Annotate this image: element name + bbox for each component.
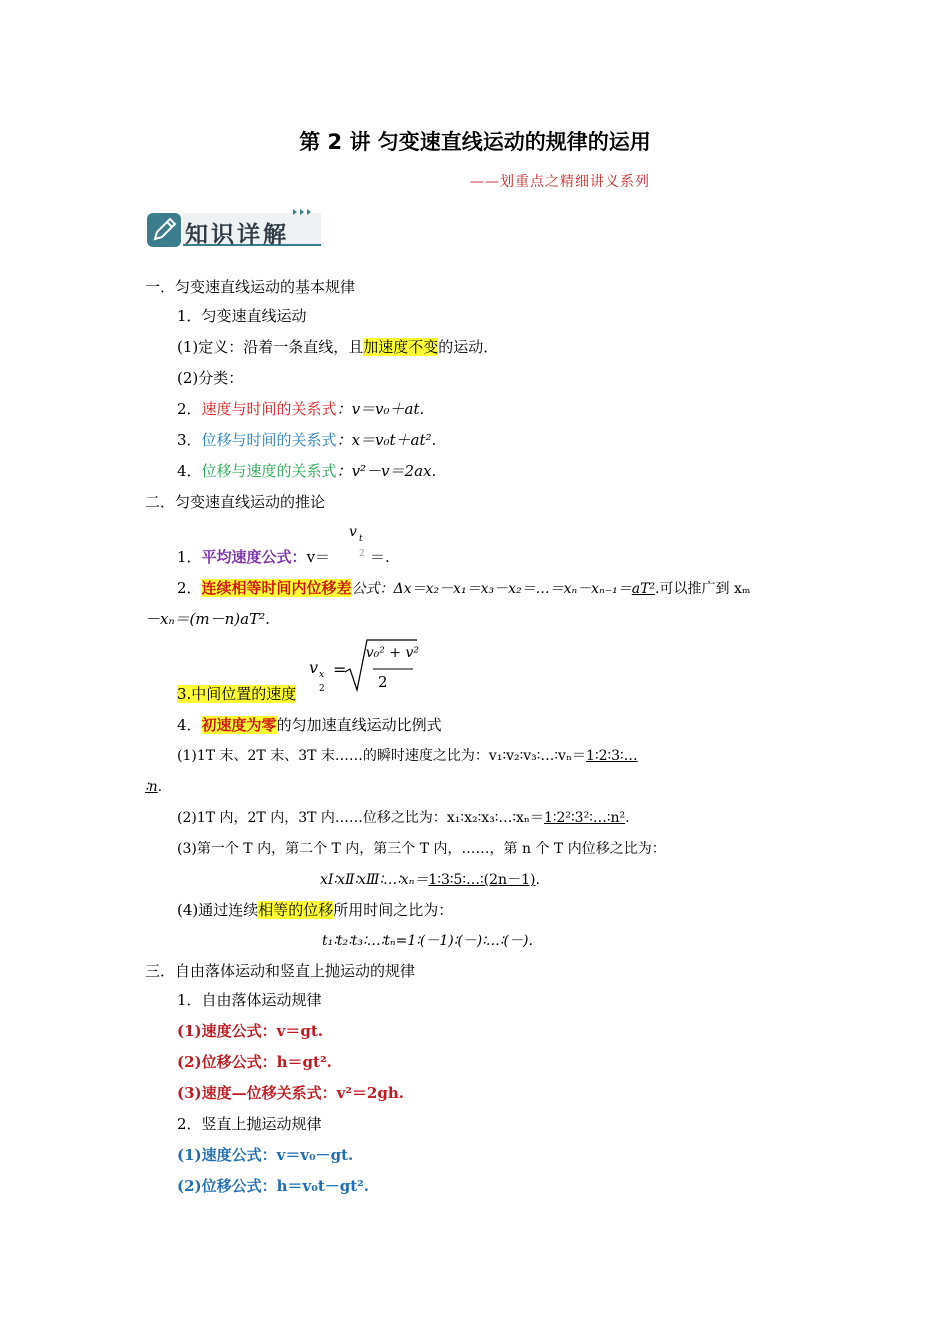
s1-definition bbox=[177, 337, 498, 357]
rule-highlight: 初速度为零 bbox=[201, 716, 277, 734]
definition-text: (1)定义：沿着一条直线，且 bbox=[177, 338, 364, 356]
rule-label: 的匀加速直线运动比例式 bbox=[276, 716, 442, 734]
ratio-1 bbox=[177, 746, 638, 766]
rule-formula-underlined: aT² bbox=[631, 581, 656, 597]
rule-label: 连续相等时间内位移差 bbox=[201, 579, 352, 597]
free-fall-displacement: (2)位移公式：h＝gt². bbox=[177, 1053, 332, 1071]
avg-fraction-v: v bbox=[349, 524, 357, 540]
rule-formula-tail: .可以推广到 xₘ bbox=[655, 581, 751, 597]
ratio-dot: . bbox=[535, 872, 540, 888]
ratio-text-end: 所用时间之比为： bbox=[333, 901, 454, 919]
rule-formula: ：v²－v＝2ax. bbox=[336, 462, 437, 480]
section-3-heading: 三．自由落体运动和竖直上抛运动的规律 bbox=[145, 962, 416, 980]
s1-rule-displacement bbox=[177, 430, 436, 450]
rule-formula: ：x＝v₀t＋at². bbox=[336, 431, 437, 449]
ratio-1-line2 bbox=[145, 777, 162, 797]
ratio-3: (3)第一个 T 内，第二个 T 内，第三个 T 内，……，第 n 个 T 内位移之比为： bbox=[177, 841, 666, 857]
s2-ratio-heading bbox=[177, 715, 442, 735]
section-2-heading: 二．匀变速直线运动的推论 bbox=[145, 493, 326, 511]
rule-label: 位移与速度的关系式 bbox=[201, 462, 337, 480]
s1-item-1: 1．匀变速直线运动 bbox=[177, 307, 307, 325]
avg-fraction-sub: t bbox=[359, 534, 363, 544]
mid-equals: = bbox=[333, 660, 347, 679]
vertical-throw-heading: 2．竖直上抛运动规律 bbox=[177, 1115, 322, 1133]
rule-label: 位移与时间的关系式 bbox=[201, 431, 337, 449]
avg-formula-end: ＝. bbox=[370, 548, 390, 566]
rule-number: 4． bbox=[177, 462, 202, 480]
ratio-text: (2)1T 内，2T 内，3T 内……位移之比为：x₁∶x₂∶x₃∶…∶xₙ＝ bbox=[177, 810, 544, 826]
rule-label: 速度与时间的关系式 bbox=[201, 400, 337, 418]
ratio-underlined: ∶n bbox=[145, 779, 158, 795]
rule-formula: ：v＝v₀＋at. bbox=[336, 400, 425, 418]
ratio-underlined: 1∶2²∶3²∶…∶n² bbox=[543, 810, 626, 826]
s1-classification: (2)分类： bbox=[177, 369, 244, 387]
page-title: 第 2 讲 匀变速直线运动的规律的运用 bbox=[299, 130, 651, 154]
mid-denominator: 2 bbox=[378, 673, 388, 691]
ratio-2 bbox=[177, 808, 630, 828]
rule-number: 2． bbox=[177, 579, 202, 597]
vertical-throw-velocity: (1)速度公式：v＝v₀－gt. bbox=[177, 1146, 354, 1164]
section-1-heading: 一．匀变速直线运动的基本规律 bbox=[145, 278, 356, 296]
s1-rule-velocity bbox=[177, 399, 424, 419]
rule-label: 平均速度公式： bbox=[201, 548, 307, 566]
rule-number: 3． bbox=[177, 431, 202, 449]
definition-highlight: 加速度不变 bbox=[363, 338, 439, 356]
ratio-4-formula: t₁∶t₂∶t₃∶…∶tₙ=1∶(－1)∶(－)∶…∶(－). bbox=[322, 933, 533, 949]
mid-sub-2: 2 bbox=[319, 684, 325, 694]
mid-v: v bbox=[309, 658, 319, 677]
rule-label: 3.中间位置的速度 bbox=[177, 685, 297, 703]
ratio-underlined: 1∶3∶5∶…∶(2n－1) bbox=[428, 872, 536, 888]
mid-numerator: v₀² + v² bbox=[365, 645, 419, 661]
ratio-dot: . bbox=[157, 779, 163, 795]
rule-formula: v＝ bbox=[306, 548, 331, 566]
ratio-highlight: 相等的位移 bbox=[258, 901, 334, 919]
rule-number: 2． bbox=[177, 400, 202, 418]
vertical-throw-displacement: (2)位移公式：h＝v₀t－gt². bbox=[177, 1177, 369, 1195]
s2-displacement-difference bbox=[177, 578, 750, 599]
s2-mid-position-velocity bbox=[177, 684, 296, 704]
badge-label: 知识详解 bbox=[185, 222, 289, 248]
s2-average-velocity bbox=[177, 547, 330, 567]
ratio-text: (1)1T 末、2T 末、3T 末……的瞬时速度之比为：v₁∶v₂∶v₃∶…∶vₙ＝ bbox=[177, 748, 587, 764]
avg-fraction-den: 2 bbox=[359, 549, 365, 559]
free-fall-velocity-displacement: (3)速度—位移关系式：v²＝2gh. bbox=[177, 1084, 404, 1102]
ratio-3-formula bbox=[320, 870, 540, 890]
rule-number: 4． bbox=[177, 716, 202, 734]
page-subtitle: ——划重点之精细讲义系列 bbox=[470, 174, 650, 190]
rule-number: 1． bbox=[177, 548, 202, 566]
ratio-dot: . bbox=[625, 810, 630, 826]
s1-rule-velocity-displacement bbox=[177, 461, 436, 481]
section-badge bbox=[145, 207, 325, 249]
s2-difference-line2: －xₙ＝(m－n)aT². bbox=[145, 610, 270, 628]
rule-formula: 公式：Δx＝x₂－x₁＝x₃－x₂＝…＝xₙ－xₙ₋₁＝ bbox=[351, 581, 632, 597]
ratio-4 bbox=[177, 900, 453, 920]
free-fall-velocity: (1)速度公式：v＝gt. bbox=[177, 1022, 323, 1040]
ratio-text: xⅠ∶xⅡ∶xⅢ∶…∶xₙ＝ bbox=[320, 872, 429, 888]
mid-sub-x: x bbox=[319, 670, 325, 680]
ratio-text: (4)通过连续 bbox=[177, 901, 259, 919]
free-fall-heading: 1．自由落体运动规律 bbox=[177, 991, 322, 1009]
definition-end: 的运动． bbox=[438, 338, 499, 356]
ratio-underlined: 1∶2∶3∶… bbox=[586, 748, 638, 764]
